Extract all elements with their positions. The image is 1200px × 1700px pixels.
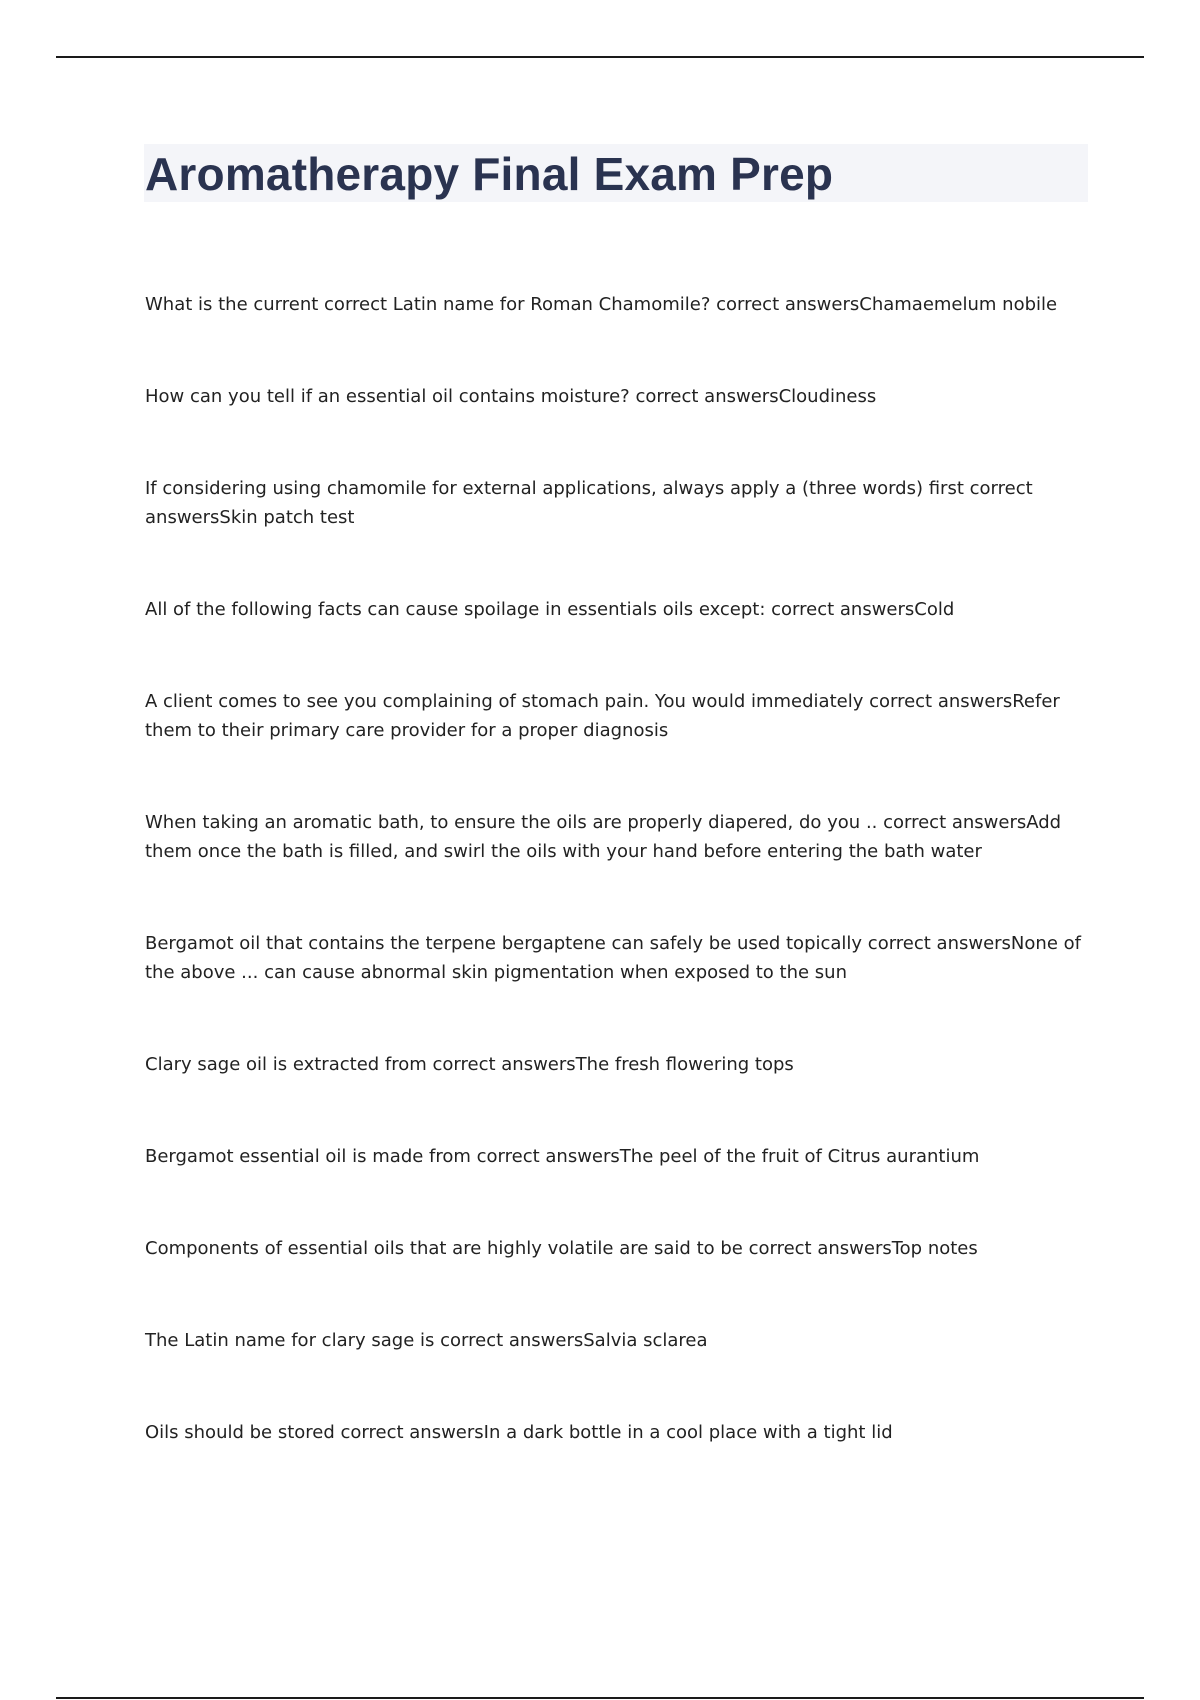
qa-item: How can you tell if an essential oil contains moisture? correct answersCloudiness (145, 386, 877, 407)
qa-item: Clary sage oil is extracted from correct answersThe fresh flowering tops (145, 1054, 794, 1075)
qa-list (145, 290, 1090, 1510)
qa-item: Bergamot oil that contains the terpene bergaptene can safely be used topically correct answersNone of the above ... can cause abnormal skin pigmentation when exposed to the sun (145, 933, 1081, 983)
qa-item: A client comes to see you complaining of stomach pain. You would immediately correct answersRefer them to their primary care provider for a proper diagnosis (145, 691, 1060, 741)
page-title: Aromatherapy Final Exam Prep (145, 148, 834, 200)
qa-item: When taking an aromatic bath, to ensure the oils are properly diapered, do you .. correct answersAdd them once the bath is filled, and swirl the oils with your hand before entering the bath water (145, 812, 1062, 862)
qa-item: Bergamot essential oil is made from correct answersThe peel of the fruit of Citrus aurantium (145, 1146, 980, 1167)
qa-item: If considering using chamomile for external applications, always apply a (three words) first correct answersSkin patch test (145, 478, 1033, 528)
qa-item: Oils should be stored correct answersIn a dark bottle in a cool place with a tight lid (145, 1422, 893, 1443)
qa-item: Components of essential oils that are highly volatile are said to be correct answersTop notes (145, 1238, 978, 1259)
top-rule (56, 56, 1144, 58)
qa-item: The Latin name for clary sage is correct answersSalvia sclarea (145, 1330, 708, 1351)
qa-item: All of the following facts can cause spoilage in essentials oils except: correct answersCold (145, 599, 955, 620)
bottom-rule (56, 1697, 1144, 1699)
qa-item: What is the current correct Latin name for Roman Chamomile? correct answersChamaemelum nobile (145, 294, 1058, 315)
